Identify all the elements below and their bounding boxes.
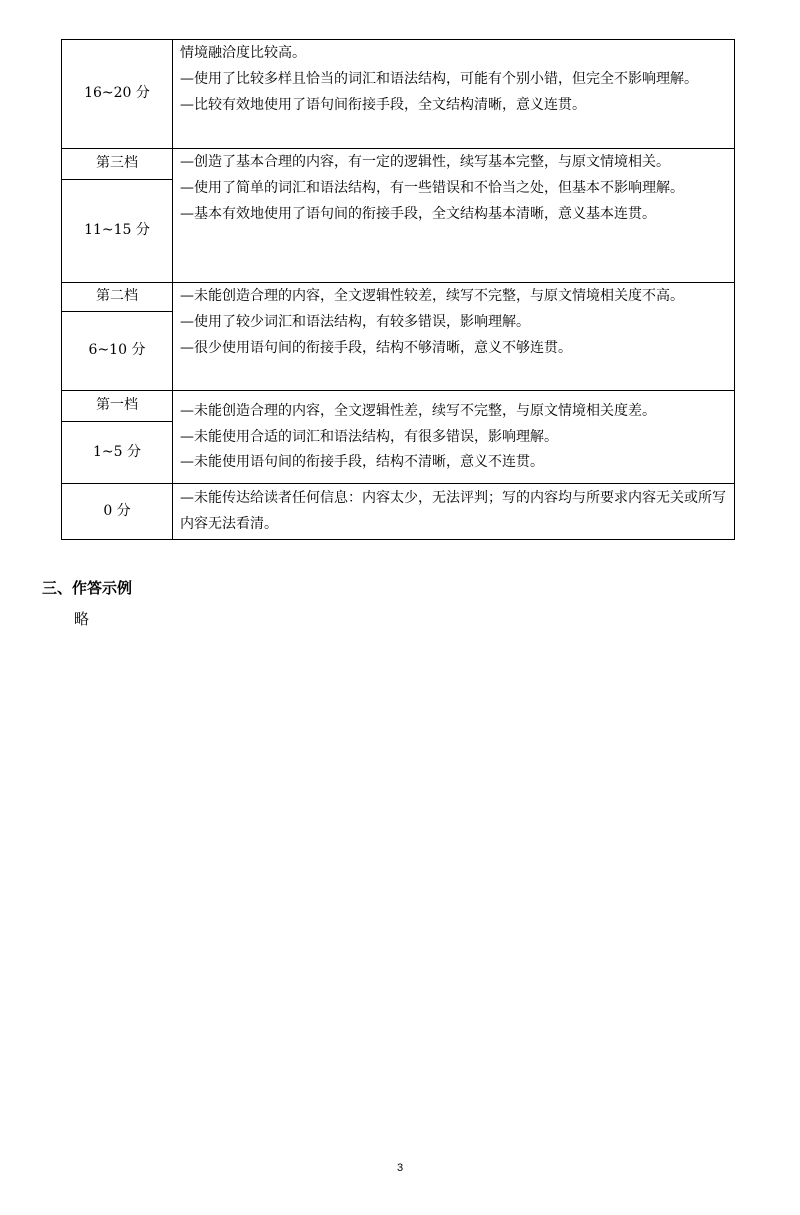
band2-description xyxy=(173,283,735,391)
band3-label: 第三档 xyxy=(62,149,173,180)
band2-label: 第二档 xyxy=(62,283,173,312)
rubric-row-band1-label xyxy=(62,391,735,422)
band1-description xyxy=(173,391,735,484)
band1-line-2: —未能使用合适的词汇和语法结构，有很多错误，影响理解。 xyxy=(180,428,558,445)
band4-line-1: 情境融洽度比较高。 xyxy=(180,45,306,61)
band1-line-3: —未能使用语句间的衔接手段，结构不清晰，意义不连贯。 xyxy=(180,454,544,471)
rubric-row-band4 xyxy=(62,40,735,149)
page-number: 3 xyxy=(396,1162,404,1174)
section-body-text: 略 xyxy=(74,610,90,628)
band4-score: 16~20 分 xyxy=(62,40,173,149)
band3-description xyxy=(173,149,735,283)
band3-line-2: —使用了简单的词汇和语法结构，有一些错误和不恰当之处，但基本不影响理解。 xyxy=(180,179,684,196)
band3-line-3: —基本有效地使用了语句间的衔接手段，全文结构基本清晰，意义基本连贯。 xyxy=(180,205,656,222)
band0-description xyxy=(173,484,735,540)
band2-line-3: —很少使用语句间的衔接手段，结构不够清晰，意义不够连贯。 xyxy=(180,339,572,356)
band4-line-3: —比较有效地使用了语句间衔接手段，全文结构清晰，意义连贯。 xyxy=(180,96,586,113)
band3-line-1: —创造了基本合理的内容，有一定的逻辑性，续写基本完整，与原文情境相关。 xyxy=(180,154,670,170)
band4-line-2: —使用了比较多样且恰当的词汇和语法结构，可能有个别小错，但完全不影响理解。 xyxy=(180,70,698,87)
band2-line-2: —使用了较少词汇和语法结构，有较多错误，影响理解。 xyxy=(180,313,530,330)
band0-line-1: —未能传达给读者任何信息：内容太少，无法评判；写的内容均与所要求内容无关或所写内容无法看清。 xyxy=(180,490,726,532)
rubric-row-band3-label xyxy=(62,149,735,180)
band0-score: 0 分 xyxy=(62,484,173,540)
band4-description xyxy=(173,40,735,149)
section-heading: 三、作答示例 xyxy=(42,579,133,597)
scoring-rubric-table xyxy=(61,39,735,540)
band1-label: 第一档 xyxy=(62,391,173,422)
rubric-row-band2-label xyxy=(62,283,735,312)
band3-score: 11~15 分 xyxy=(62,180,173,283)
band1-score: 1~5 分 xyxy=(62,422,173,484)
band2-line-1: —未能创造合理的内容，全文逻辑性较差，续写不完整，与原文情境相关度不高。 xyxy=(180,288,684,304)
band2-score: 6~10 分 xyxy=(62,312,173,391)
rubric-row-band0 xyxy=(62,484,735,540)
band1-line-1: —未能创造合理的内容，全文逻辑性差，续写不完整，与原文情境相关度差。 xyxy=(180,402,656,419)
